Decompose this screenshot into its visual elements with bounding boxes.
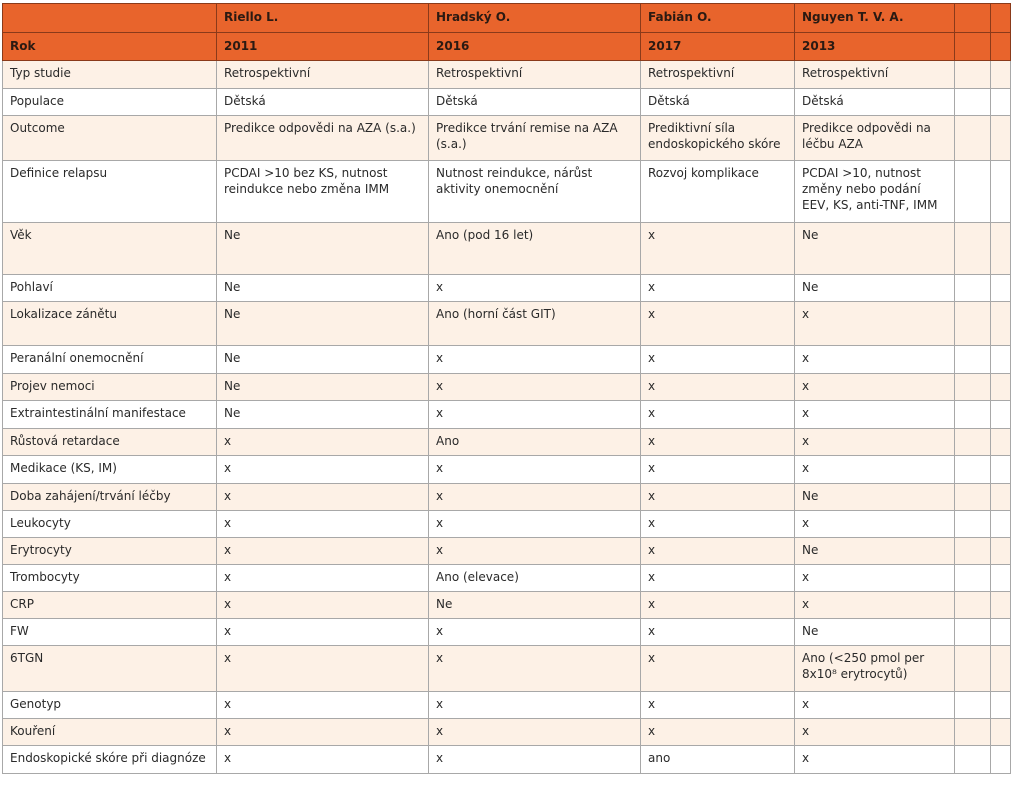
- table-cell: x: [641, 374, 795, 401]
- table-cell: x: [641, 565, 795, 592]
- table-cell: [955, 401, 991, 429]
- table-cell: x: [795, 401, 955, 429]
- row-label-cell: Typ studie: [3, 61, 217, 89]
- table-cell: [991, 302, 1011, 346]
- row-label-cell: CRP: [3, 592, 217, 619]
- table-cell: Ne: [217, 374, 429, 401]
- table-cell: [991, 116, 1011, 161]
- table-cell: [991, 692, 1011, 719]
- table-row: [3, 429, 1011, 456]
- table-cell: x: [429, 511, 641, 538]
- table-cell: Ne: [217, 223, 429, 275]
- row-label-cell: 6TGN: [3, 646, 217, 692]
- table-cell: [991, 592, 1011, 619]
- row-label-cell: Leukocyty: [3, 511, 217, 538]
- table-cell: x: [795, 456, 955, 484]
- table-cell: Retrospektivní: [795, 61, 955, 89]
- table-cell: x: [217, 484, 429, 511]
- table-cell: [955, 456, 991, 484]
- row-label-cell: Věk: [3, 223, 217, 275]
- row-label-cell: Kouření: [3, 719, 217, 746]
- table-cell: PCDAI >10, nutnost změny nebo podání EEV, KS, anti-TNF, IMM: [795, 161, 955, 223]
- header-author-riello: Riello L.: [217, 4, 429, 33]
- table-cell: Ne: [795, 538, 955, 565]
- table-cell: x: [641, 275, 795, 302]
- header-cell-empty: [955, 33, 991, 61]
- header-author-fabian: Fabián O.: [641, 4, 795, 33]
- table-cell: x: [429, 374, 641, 401]
- header-row-year: [3, 33, 1011, 61]
- table-cell: x: [217, 429, 429, 456]
- table-cell: x: [795, 374, 955, 401]
- header-author-hradsky: Hradský O.: [429, 4, 641, 33]
- table-cell: Ano (<250 pmol per 8x10⁸ erytrocytů): [795, 646, 955, 692]
- table-cell: x: [641, 484, 795, 511]
- table-cell: x: [641, 302, 795, 346]
- table-row: [3, 565, 1011, 592]
- table-cell: x: [795, 429, 955, 456]
- table-cell: Ano: [429, 429, 641, 456]
- table-cell: [955, 646, 991, 692]
- table-cell: [991, 565, 1011, 592]
- table-cell: [955, 565, 991, 592]
- table-row: [3, 692, 1011, 719]
- table-cell: x: [429, 484, 641, 511]
- table-cell: x: [429, 346, 641, 374]
- table-row: [3, 456, 1011, 484]
- table-cell: x: [217, 592, 429, 619]
- header-year-riello: 2011: [217, 33, 429, 61]
- table-cell: [991, 374, 1011, 401]
- table-cell: Rozvoj komplikace: [641, 161, 795, 223]
- row-label-cell: Genotyp: [3, 692, 217, 719]
- header-author-nguyen: Nguyen T. V. A.: [795, 4, 955, 33]
- header-year-hradsky: 2016: [429, 33, 641, 61]
- table-cell: [955, 161, 991, 223]
- row-label-cell: Definice relapsu: [3, 161, 217, 223]
- row-label-cell: Outcome: [3, 116, 217, 161]
- row-label-cell: Růstová retardace: [3, 429, 217, 456]
- header-year-nguyen: 2013: [795, 33, 955, 61]
- study-comparison-table: [2, 3, 1011, 774]
- table-cell: [991, 619, 1011, 646]
- table-cell: [991, 429, 1011, 456]
- table-row: [3, 89, 1011, 116]
- table-cell: [991, 161, 1011, 223]
- table-cell: [991, 746, 1011, 774]
- table-cell: x: [641, 346, 795, 374]
- table-cell: x: [795, 592, 955, 619]
- header-cell-empty: [991, 4, 1011, 33]
- table-cell: [955, 374, 991, 401]
- table-cell: [991, 61, 1011, 89]
- table-cell: [955, 302, 991, 346]
- table-cell: [955, 719, 991, 746]
- table-cell: [991, 275, 1011, 302]
- table-cell: [955, 619, 991, 646]
- row-label-cell: Extraintestinální manifestace: [3, 401, 217, 429]
- table-row: [3, 719, 1011, 746]
- table-cell: Ano (elevace): [429, 565, 641, 592]
- table-cell: x: [795, 511, 955, 538]
- table-cell: [991, 646, 1011, 692]
- table-cell: [991, 223, 1011, 275]
- row-label-cell: Endoskopické skóre při diagnóze: [3, 746, 217, 774]
- table-cell: Nutnost reindukce, nárůst aktivity onemocnění: [429, 161, 641, 223]
- table-cell: x: [795, 719, 955, 746]
- table-cell: Ne: [217, 275, 429, 302]
- table-row: [3, 116, 1011, 161]
- table-cell: Retrospektivní: [429, 61, 641, 89]
- table-row: [3, 275, 1011, 302]
- comparison-table-container: [2, 3, 1010, 774]
- table-cell: Prediktivní síla endoskopického skóre: [641, 116, 795, 161]
- table-cell: x: [641, 592, 795, 619]
- table-cell: Dětská: [429, 89, 641, 116]
- table-cell: Ne: [217, 302, 429, 346]
- table-cell: PCDAI >10 bez KS, nutnost reindukce nebo změna IMM: [217, 161, 429, 223]
- table-row: [3, 511, 1011, 538]
- table-cell: [955, 223, 991, 275]
- table-cell: x: [429, 719, 641, 746]
- table-row: [3, 646, 1011, 692]
- table-row: [3, 746, 1011, 774]
- table-row: [3, 61, 1011, 89]
- table-cell: x: [641, 719, 795, 746]
- row-label-cell: FW: [3, 619, 217, 646]
- table-row: [3, 302, 1011, 346]
- table-cell: x: [217, 565, 429, 592]
- table-row: [3, 374, 1011, 401]
- table-cell: x: [641, 401, 795, 429]
- table-row: [3, 619, 1011, 646]
- row-label-cell: Lokalizace zánětu: [3, 302, 217, 346]
- table-cell: [991, 511, 1011, 538]
- table-row: [3, 161, 1011, 223]
- table-cell: x: [795, 746, 955, 774]
- table-cell: x: [641, 646, 795, 692]
- table-cell: x: [429, 456, 641, 484]
- table-cell: [955, 746, 991, 774]
- table-cell: x: [217, 719, 429, 746]
- table-cell: Retrospektivní: [217, 61, 429, 89]
- table-cell: Dětská: [641, 89, 795, 116]
- table-cell: x: [641, 223, 795, 275]
- table-cell: Predikce odpovědi na AZA (s.a.): [217, 116, 429, 161]
- table-cell: [955, 484, 991, 511]
- table-cell: Ne: [429, 592, 641, 619]
- table-cell: Predikce odpovědi na léčbu AZA: [795, 116, 955, 161]
- table-cell: Retrospektivní: [641, 61, 795, 89]
- row-label-cell: Medikace (KS, IM): [3, 456, 217, 484]
- table-cell: x: [795, 692, 955, 719]
- table-cell: [955, 692, 991, 719]
- table-cell: Dětská: [795, 89, 955, 116]
- table-cell: x: [217, 646, 429, 692]
- table-cell: [955, 275, 991, 302]
- table-row: [3, 592, 1011, 619]
- table-cell: [955, 592, 991, 619]
- table-row: [3, 538, 1011, 565]
- table-cell: x: [429, 746, 641, 774]
- row-label-cell: Trombocyty: [3, 565, 217, 592]
- table-cell: ano: [641, 746, 795, 774]
- table-cell: Predikce trvání remise na AZA (s.a.): [429, 116, 641, 161]
- table-cell: [955, 61, 991, 89]
- table-cell: [955, 429, 991, 456]
- table-cell: x: [795, 302, 955, 346]
- table-cell: x: [641, 456, 795, 484]
- table-cell: x: [641, 429, 795, 456]
- header-cell-empty: [955, 4, 991, 33]
- table-cell: [991, 401, 1011, 429]
- table-cell: [955, 511, 991, 538]
- table-cell: Ano (pod 16 let): [429, 223, 641, 275]
- header-row-authors: [3, 4, 1011, 33]
- table-row: [3, 401, 1011, 429]
- table-cell: x: [641, 619, 795, 646]
- table-cell: x: [217, 456, 429, 484]
- table-cell: [991, 456, 1011, 484]
- header-cell-empty: [991, 33, 1011, 61]
- table-row: [3, 484, 1011, 511]
- table-cell: Ne: [217, 401, 429, 429]
- table-cell: x: [795, 346, 955, 374]
- header-year-fabian: 2017: [641, 33, 795, 61]
- table-body: [3, 61, 1011, 774]
- table-cell: Dětská: [217, 89, 429, 116]
- row-label-cell: Doba zahájení/trvání léčby: [3, 484, 217, 511]
- row-label-cell: Populace: [3, 89, 217, 116]
- table-cell: x: [217, 692, 429, 719]
- table-cell: [991, 484, 1011, 511]
- table-row: [3, 223, 1011, 275]
- row-label-cell: Pohlaví: [3, 275, 217, 302]
- table-cell: [955, 538, 991, 565]
- table-cell: [955, 89, 991, 116]
- table-cell: Ano (horní část GIT): [429, 302, 641, 346]
- table-cell: x: [429, 275, 641, 302]
- table-cell: Ne: [795, 619, 955, 646]
- table-cell: x: [795, 565, 955, 592]
- table-cell: Ne: [795, 484, 955, 511]
- table-cell: x: [429, 692, 641, 719]
- header-year-label: Rok: [3, 33, 217, 61]
- row-label-cell: Erytrocyty: [3, 538, 217, 565]
- table-cell: x: [429, 619, 641, 646]
- table-cell: x: [641, 692, 795, 719]
- table-cell: [955, 346, 991, 374]
- table-cell: [991, 538, 1011, 565]
- table-cell: [991, 346, 1011, 374]
- table-cell: x: [217, 511, 429, 538]
- table-cell: Ne: [795, 223, 955, 275]
- table-cell: [991, 89, 1011, 116]
- table-cell: x: [641, 538, 795, 565]
- table-cell: x: [217, 619, 429, 646]
- table-cell: [991, 719, 1011, 746]
- table-cell: x: [217, 538, 429, 565]
- table-cell: x: [641, 511, 795, 538]
- table-cell: x: [429, 646, 641, 692]
- table-cell: Ne: [795, 275, 955, 302]
- table-cell: [955, 116, 991, 161]
- table-row: [3, 346, 1011, 374]
- table-cell: x: [429, 401, 641, 429]
- table-cell: x: [429, 538, 641, 565]
- table-cell: x: [217, 746, 429, 774]
- header-cell: [3, 4, 217, 33]
- table-cell: Ne: [217, 346, 429, 374]
- row-label-cell: Peranální onemocnění: [3, 346, 217, 374]
- row-label-cell: Projev nemoci: [3, 374, 217, 401]
